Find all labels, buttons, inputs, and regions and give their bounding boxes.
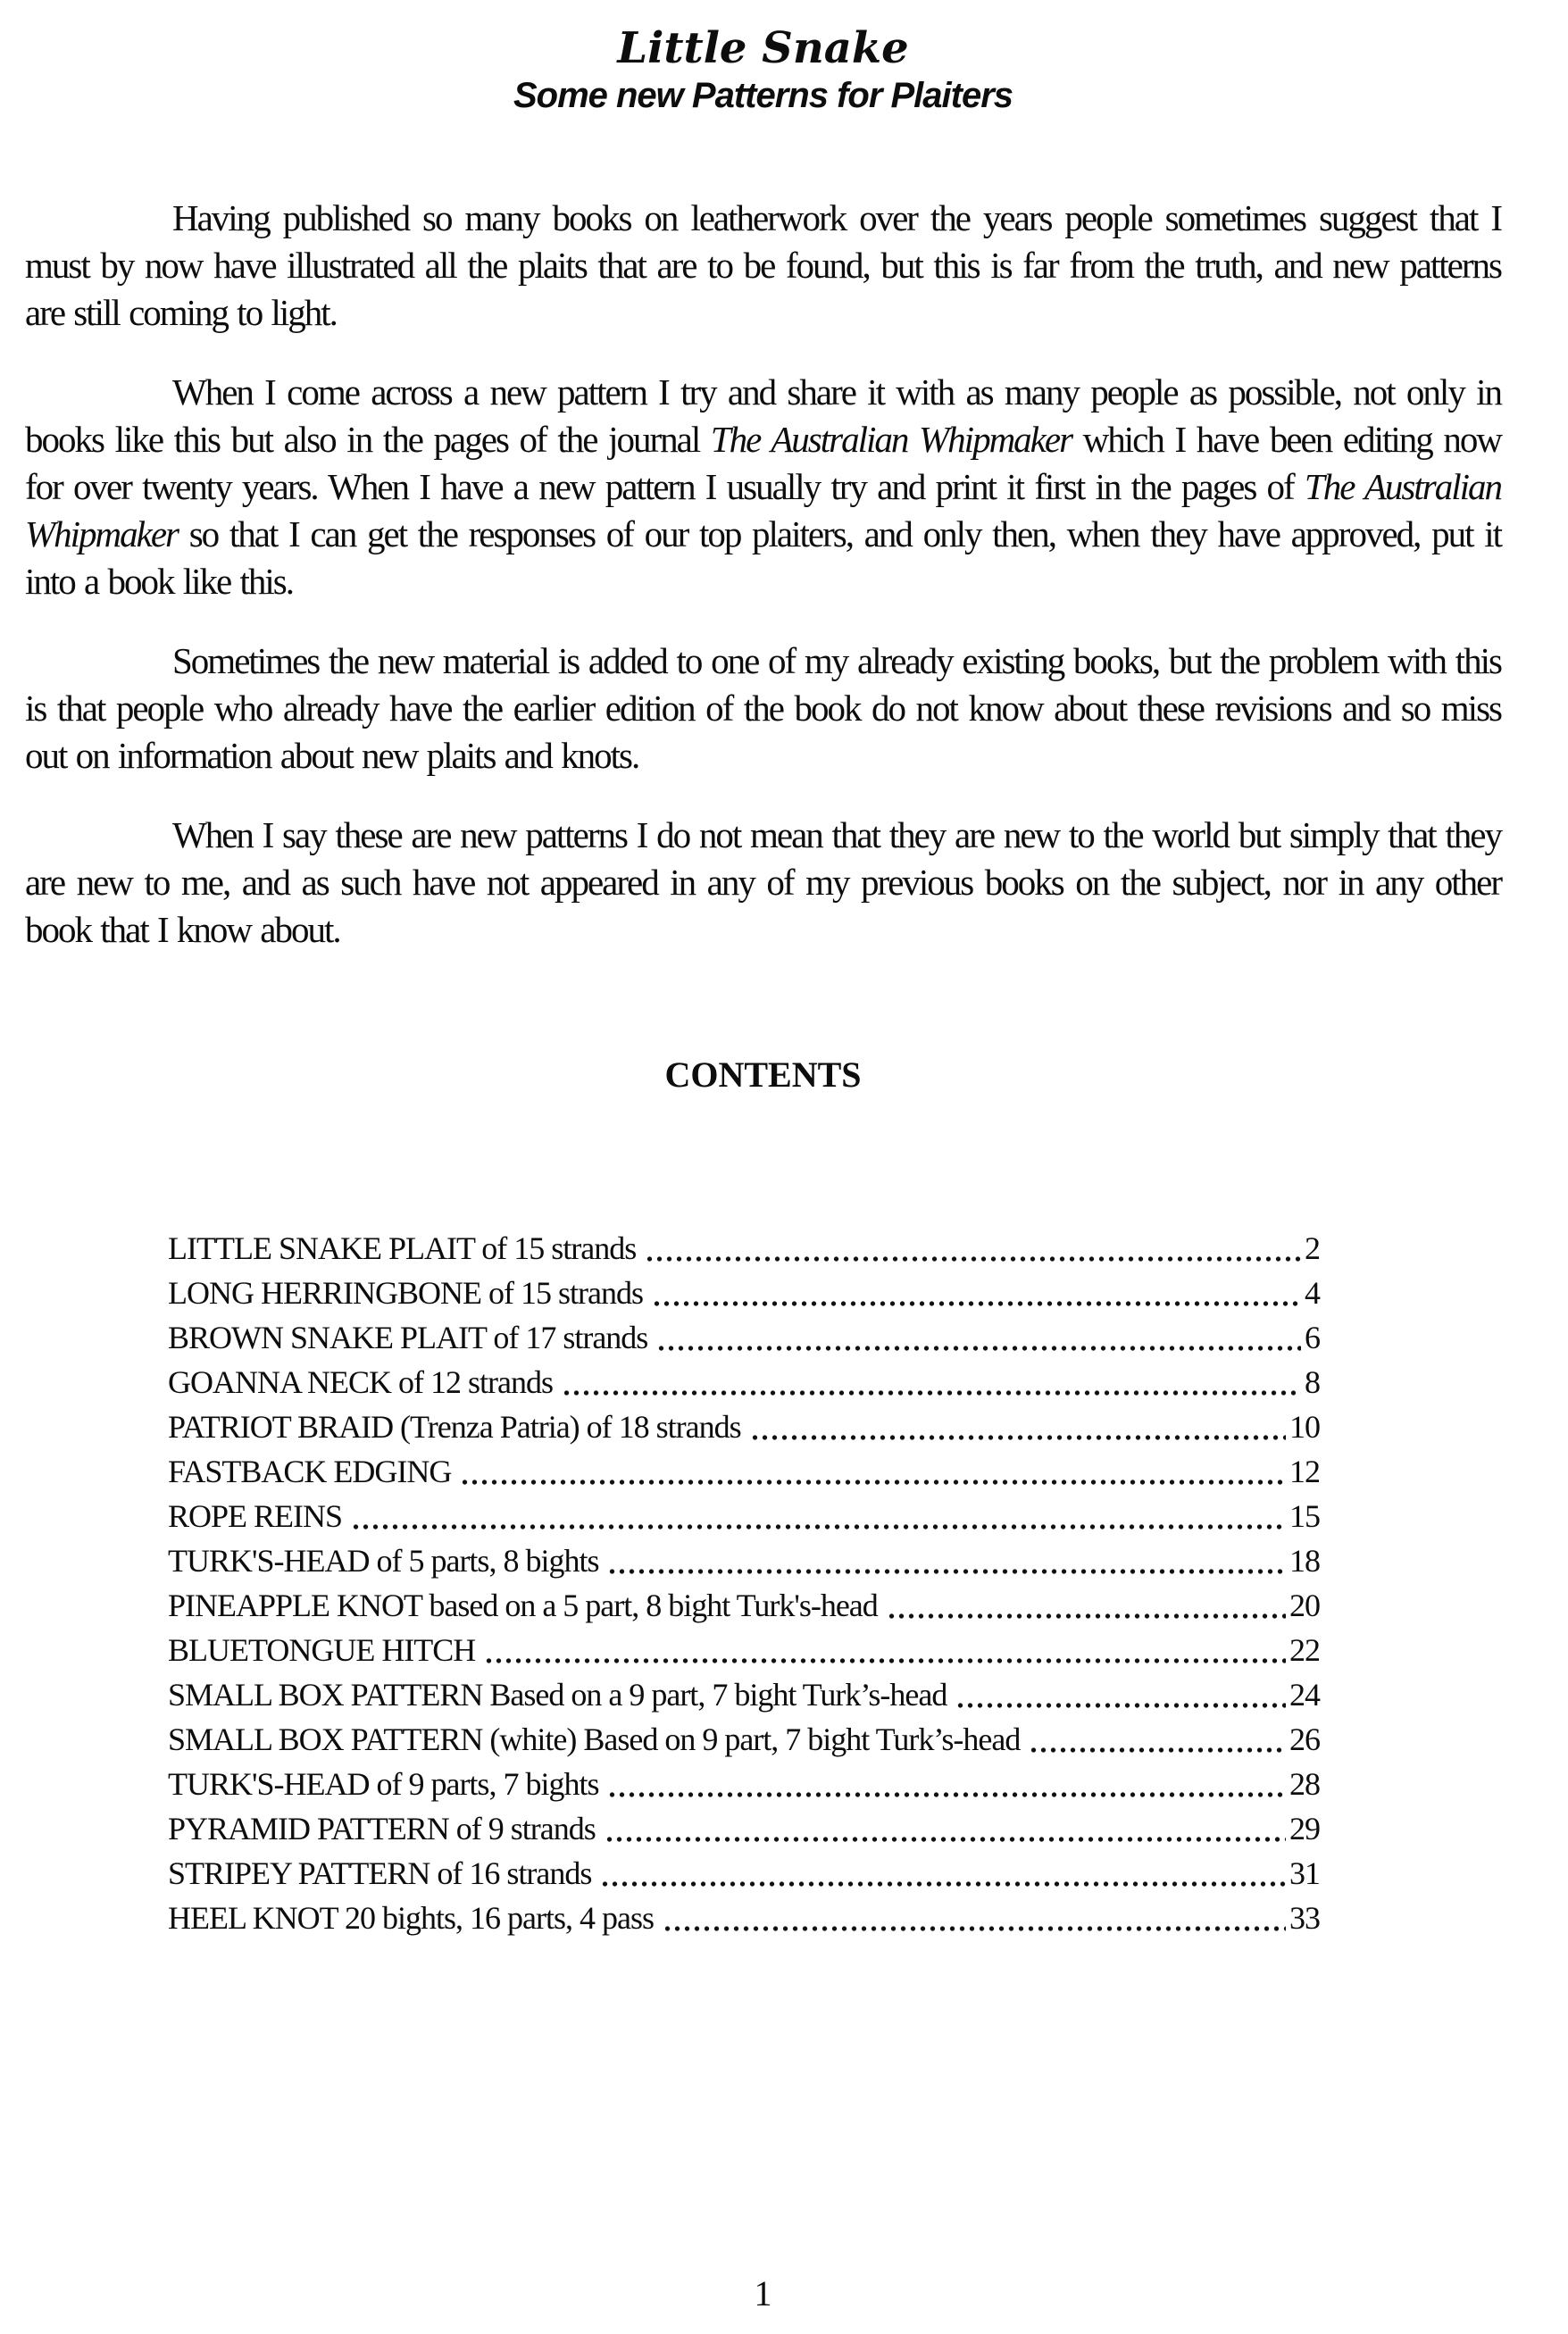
- toc-entry-page-number: 4: [1305, 1275, 1320, 1311]
- dotted-leader: [955, 1700, 1286, 1711]
- toc-entry: [168, 1405, 1320, 1449]
- toc-entry: [168, 1449, 1320, 1494]
- toc-entry-title: LITTLE SNAKE PLAIT of 15 strands: [168, 1230, 637, 1266]
- toc-entry: [168, 1226, 1320, 1271]
- toc-entry-page-number: 6: [1305, 1320, 1320, 1355]
- dotted-leader: [1029, 1745, 1286, 1755]
- toc-entry: [168, 1494, 1320, 1538]
- toc-entry: [168, 1315, 1320, 1360]
- toc-entry-title: SMALL BOX PATTERN (white) Based on 9 part, 7 bight Turk’s-head: [168, 1721, 1021, 1757]
- toc-entry: [168, 1628, 1320, 1672]
- dotted-leader: [484, 1655, 1286, 1666]
- toc-entry-page-number: 26: [1289, 1721, 1320, 1757]
- page-number: 1: [754, 2273, 772, 2313]
- toc-entry-page-number: 8: [1305, 1364, 1320, 1400]
- paragraph-text: so that I can get the responses of our top plaiters, and only then, when they have approved, put it into a book like this.: [25, 513, 1501, 602]
- toc-entry-title: TURK'S-HEAD of 9 parts, 7 bights: [168, 1766, 599, 1802]
- toc-entry: [168, 1360, 1320, 1405]
- toc-entry-page-number: 18: [1289, 1543, 1320, 1579]
- dotted-leader: [562, 1388, 1301, 1398]
- dotted-leader: [887, 1611, 1286, 1621]
- dotted-leader: [750, 1432, 1286, 1443]
- toc-entry-page-number: 29: [1289, 1811, 1320, 1846]
- dotted-leader: [663, 1923, 1286, 1934]
- book-subtitle: Some new Patterns for Plaiters: [513, 76, 1013, 115]
- paragraph: [25, 369, 1501, 605]
- paragraph-text: When I come across a new pattern I try and share it with as many people as possible, not only in books like this but also in the pages of the journal: [25, 371, 1501, 460]
- toc-entry-title: GOANNA NECK of 12 strands: [168, 1364, 553, 1400]
- toc-entry: [168, 1806, 1320, 1851]
- dotted-leader: [607, 1566, 1286, 1577]
- toc-entry: [168, 1851, 1320, 1896]
- dotted-leader: [605, 1834, 1286, 1845]
- toc-entry-page-number: 24: [1289, 1677, 1320, 1713]
- toc-entry: [168, 1583, 1320, 1628]
- table-of-contents: [168, 1226, 1320, 1940]
- dotted-leader: [351, 1521, 1286, 1532]
- toc-entry-title: HEEL KNOT 20 bights, 16 parts, 4 pass: [168, 1900, 654, 1936]
- toc-entry: [168, 1538, 1320, 1583]
- journal-title-italic: The Australian Whipmaker: [25, 466, 1502, 554]
- paragraph-text: When I say these are new patterns I do not mean that they are new to the world but simply that they are new to me, and as such have not appeared in any of my previous books on the subject, nor in any other book that I know about.: [25, 814, 1501, 950]
- toc-entry-title: SMALL BOX PATTERN Based on a 9 part, 7 bight Turk’s-head: [168, 1677, 947, 1713]
- dotted-leader: [656, 1343, 1301, 1354]
- toc-entry-page-number: 33: [1289, 1900, 1320, 1936]
- toc-entry-page-number: 20: [1289, 1588, 1320, 1623]
- dotted-leader: [600, 1879, 1286, 1889]
- toc-entry: [168, 1672, 1320, 1717]
- dotted-leader: [607, 1789, 1286, 1800]
- paragraph: [25, 638, 1501, 779]
- toc-entry-page-number: 12: [1289, 1454, 1320, 1489]
- toc-entry-page-number: 31: [1289, 1855, 1320, 1891]
- paragraph-text: Having published so many books on leatherwork over the years people sometimes suggest that I must by now have illustrated all the plaits that are to be found, but this is far from the truth, and new patterns are still coming to light.: [25, 197, 1501, 333]
- paragraph: [25, 195, 1501, 337]
- paragraph-text: which I have been editing now for over twenty years. When I have a new pattern I usually try and print it first in the pages of: [25, 419, 1501, 507]
- toc-entry-title: STRIPEY PATTERN of 16 strands: [168, 1855, 592, 1891]
- toc-entry-title: ROPE REINS: [168, 1498, 343, 1534]
- journal-title-italic: The Australian Whipmaker: [710, 419, 1072, 460]
- dotted-leader: [645, 1254, 1301, 1264]
- toc-entry-page-number: 10: [1289, 1409, 1320, 1445]
- toc-entry-page-number: 2: [1305, 1230, 1320, 1266]
- contents-heading: CONTENTS: [664, 1054, 862, 1095]
- book-title: Little Snake: [617, 23, 909, 73]
- toc-entry-title: LONG HERRINGBONE of 15 strands: [168, 1275, 643, 1311]
- toc-entry-title: PINEAPPLE KNOT based on a 5 part, 8 bight Turk's-head: [168, 1588, 878, 1623]
- toc-entry-title: PYRAMID PATTERN of 9 strands: [168, 1811, 596, 1846]
- toc-entry-title: BLUETONGUE HITCH: [168, 1632, 476, 1668]
- toc-entry: [168, 1896, 1320, 1940]
- paragraph: [25, 812, 1501, 954]
- toc-entry: [168, 1717, 1320, 1762]
- toc-entry-title: FASTBACK EDGING: [168, 1454, 452, 1489]
- toc-entry-title: TURK'S-HEAD of 5 parts, 8 bights: [168, 1543, 599, 1579]
- dotted-leader: [460, 1477, 1286, 1488]
- toc-entry-page-number: 22: [1289, 1632, 1320, 1668]
- toc-entry: [168, 1762, 1320, 1806]
- dotted-leader: [652, 1298, 1301, 1309]
- toc-entry-page-number: 28: [1289, 1766, 1320, 1802]
- toc-entry-title: PATRIOT BRAID (Trenza Patria) of 18 strands: [168, 1409, 741, 1445]
- paragraph-text: Sometimes the new material is added to one of my already existing books, but the problem with this is that people who already have the earlier edition of the book do not know about these revisions and so miss out on information about new plaits and knots.: [25, 640, 1501, 776]
- toc-entry-title: BROWN SNAKE PLAIT of 17 strands: [168, 1320, 648, 1355]
- toc-entry-page-number: 15: [1289, 1498, 1320, 1534]
- intro-paragraphs: [25, 195, 1501, 954]
- toc-entry: [168, 1271, 1320, 1315]
